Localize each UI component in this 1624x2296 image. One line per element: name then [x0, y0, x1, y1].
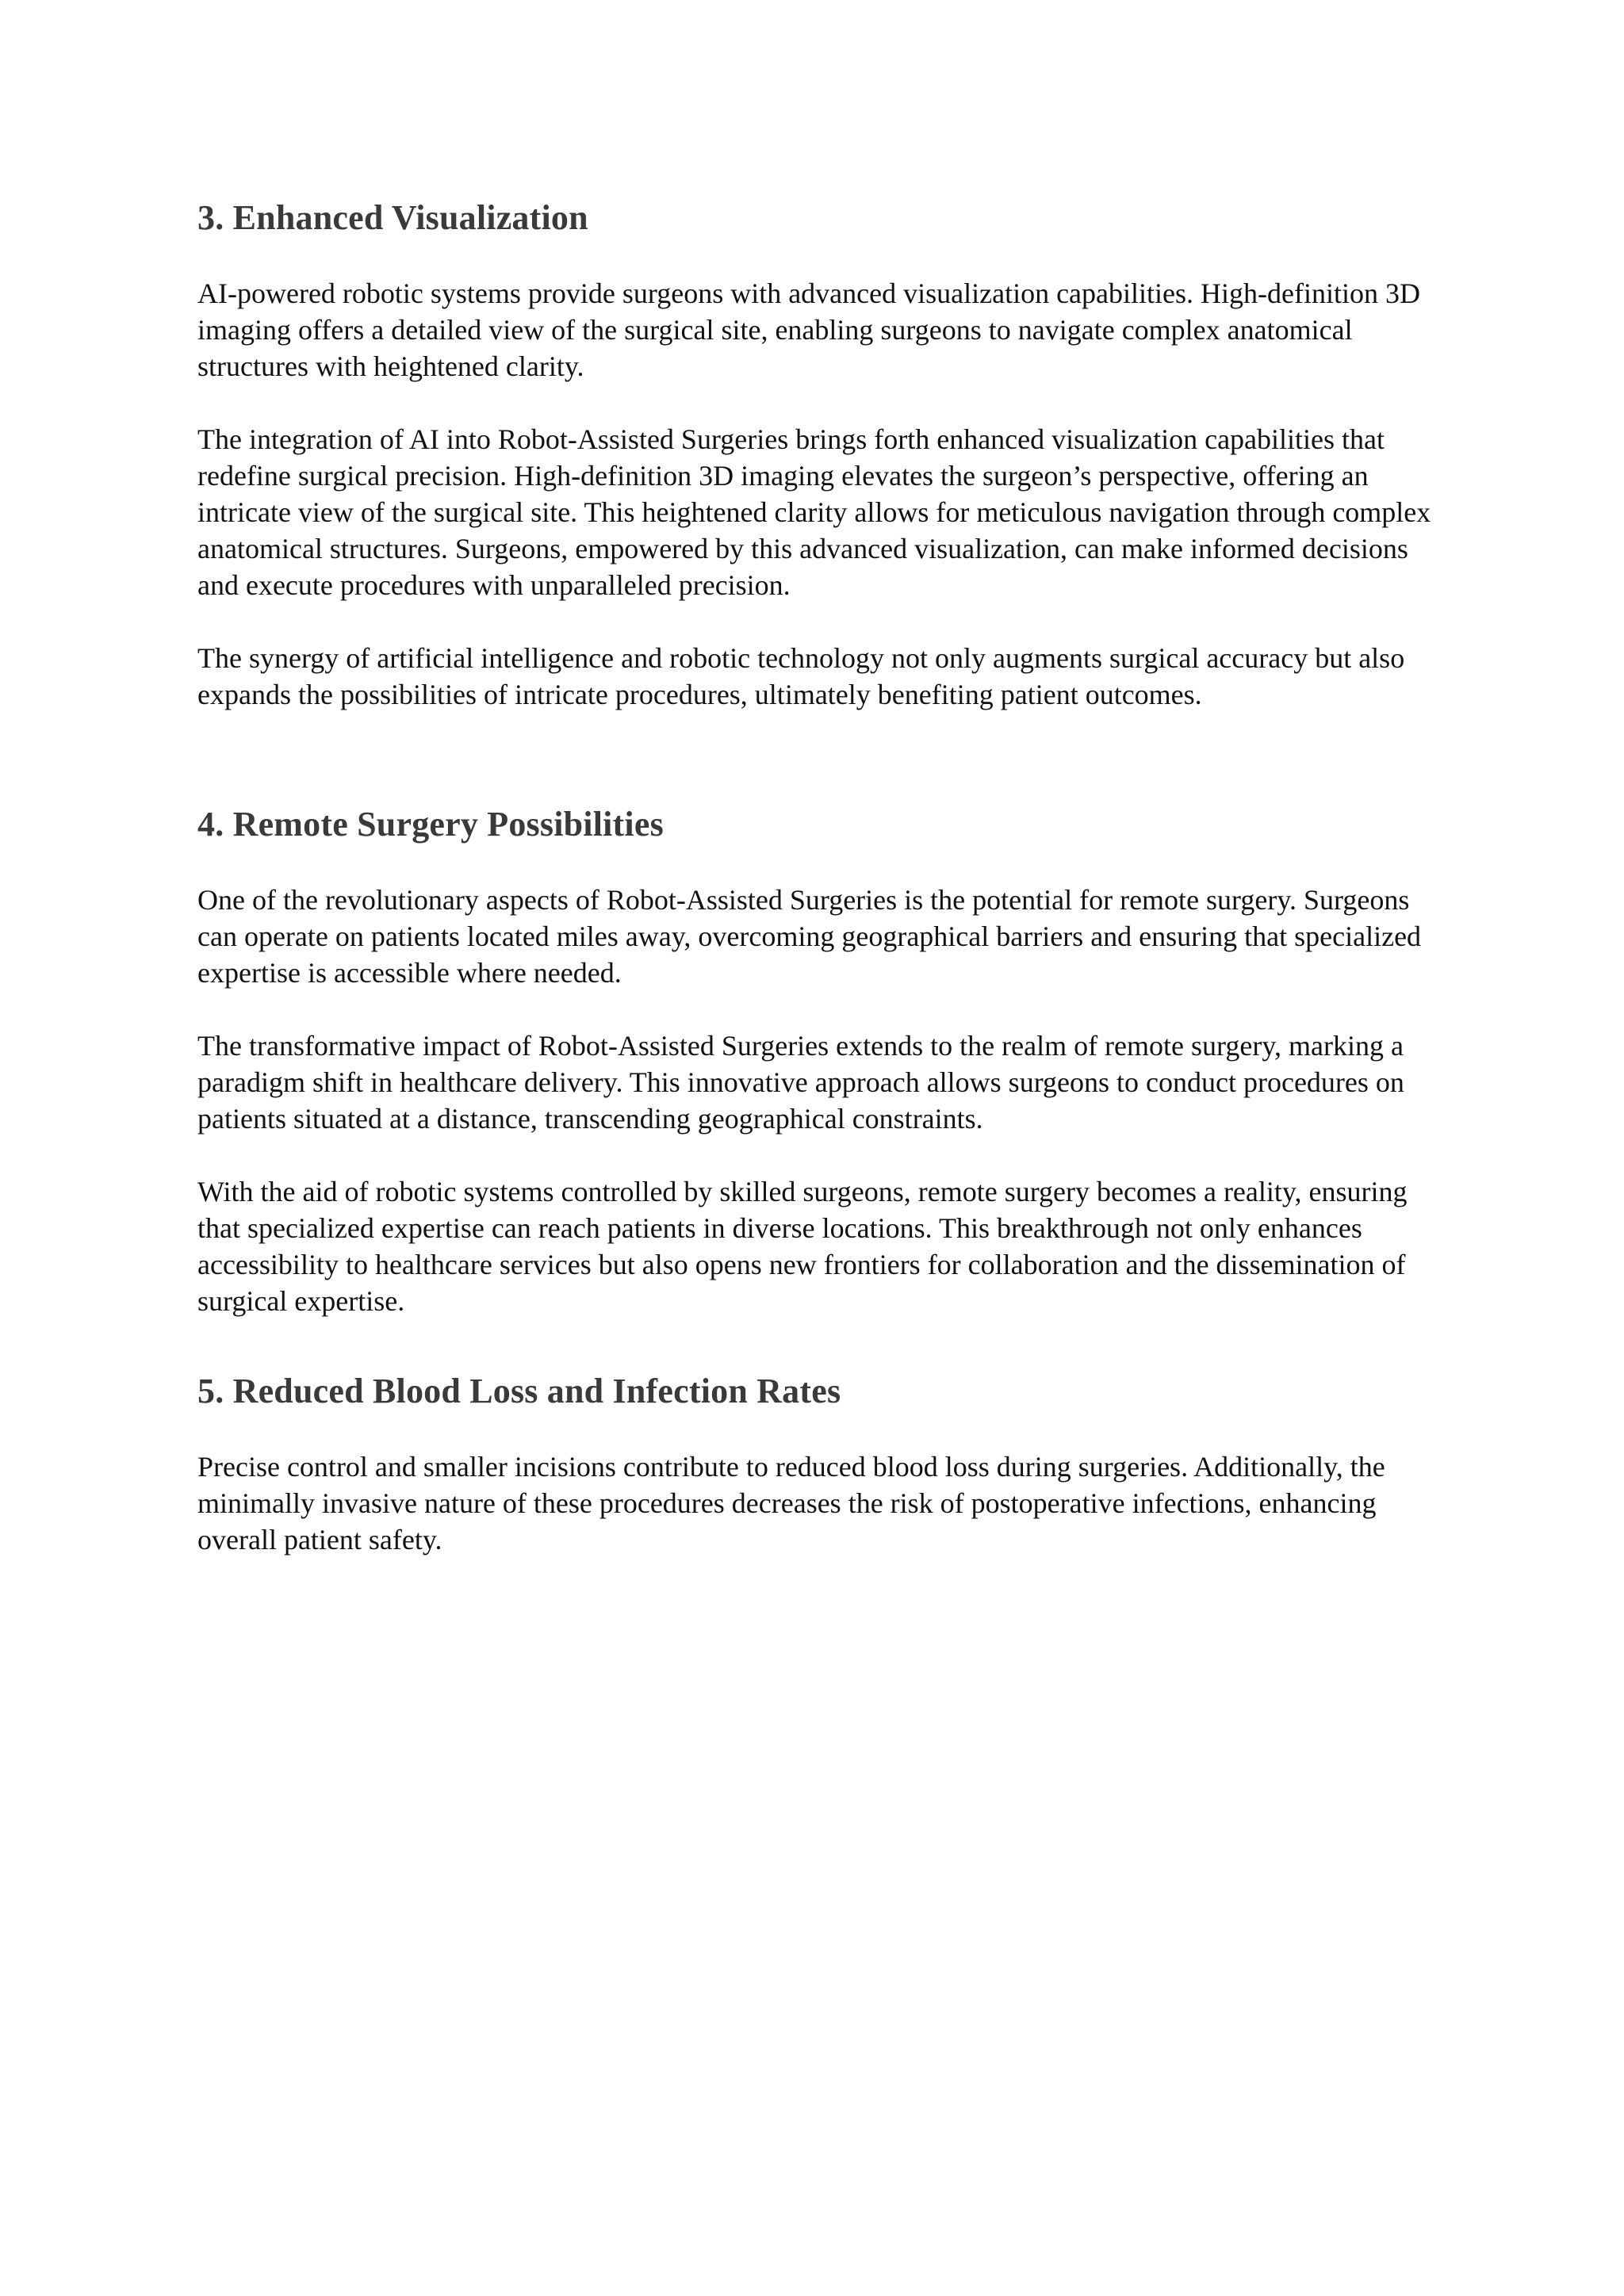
- section-heading: 3. Enhanced Visualization: [197, 198, 588, 237]
- paragraph: With the aid of robotic systems controlled by skilled surgeons, remote surgery becomes a reality, ensuring that specialized expertise can reach patients in diverse locations. This breakthrough not only enhances accessibility to healthcare services but also opens new frontiers for collaboration and the dissemination of surgical expertise.: [197, 1175, 1408, 1317]
- paragraph: The integration of AI into Robot-Assisted Surgeries brings forth enhanced visualization capabilities that redefine surgical precision. High-definition 3D imaging elevates the surgeon’s perspective, offering an intricate view of the surgical site. This heightened clarity allows for meticulous navigation through complex anatomical structures. Surgeons, empowered by this advanced visualization, can make informed decisions and execute procedures with unparalleled precision.: [197, 423, 1431, 601]
- paragraph: Precise control and smaller incisions contribute to reduced blood loss during surgeries. Additionally, the minimally invasive nature of these procedures decreases the risk of postoperative infections, enhancing overall patient safety.: [197, 1450, 1385, 1556]
- paragraph: The synergy of artificial intelligence and robotic technology not only augments surgical accuracy but also expands the possibilities of intricate procedures, ultimately benefiting patient outcomes.: [197, 641, 1405, 710]
- paragraph: AI-powered robotic systems provide surgeons with advanced visualization capabilities. High-definition 3D imaging offers a detailed view of the surgical site, enabling surgeons to navigate complex anatomical structures with heightened clarity.: [197, 277, 1420, 382]
- section-remote-surgery: [197, 805, 1434, 1319]
- section-heading: 4. Remote Surgery Possibilities: [197, 805, 664, 844]
- paragraph: The transformative impact of Robot-Assisted Surgeries extends to the realm of remote surgery, marking a paradigm shift in healthcare delivery. This innovative approach allows surgeons to conduct procedures on patients situated at a distance, transcending geographical constraints.: [197, 1029, 1404, 1135]
- section-reduced-blood-loss: [197, 1372, 1434, 1558]
- section-heading: 5. Reduced Blood Loss and Infection Rates: [197, 1372, 841, 1410]
- section-enhanced-visualization: [197, 198, 1434, 713]
- paragraph: One of the revolutionary aspects of Robot-Assisted Surgeries is the potential for remote surgery. Surgeons can operate on patients located miles away, overcoming geographical barriers and ensuring that specialized expertise is accessible where needed.: [197, 883, 1422, 989]
